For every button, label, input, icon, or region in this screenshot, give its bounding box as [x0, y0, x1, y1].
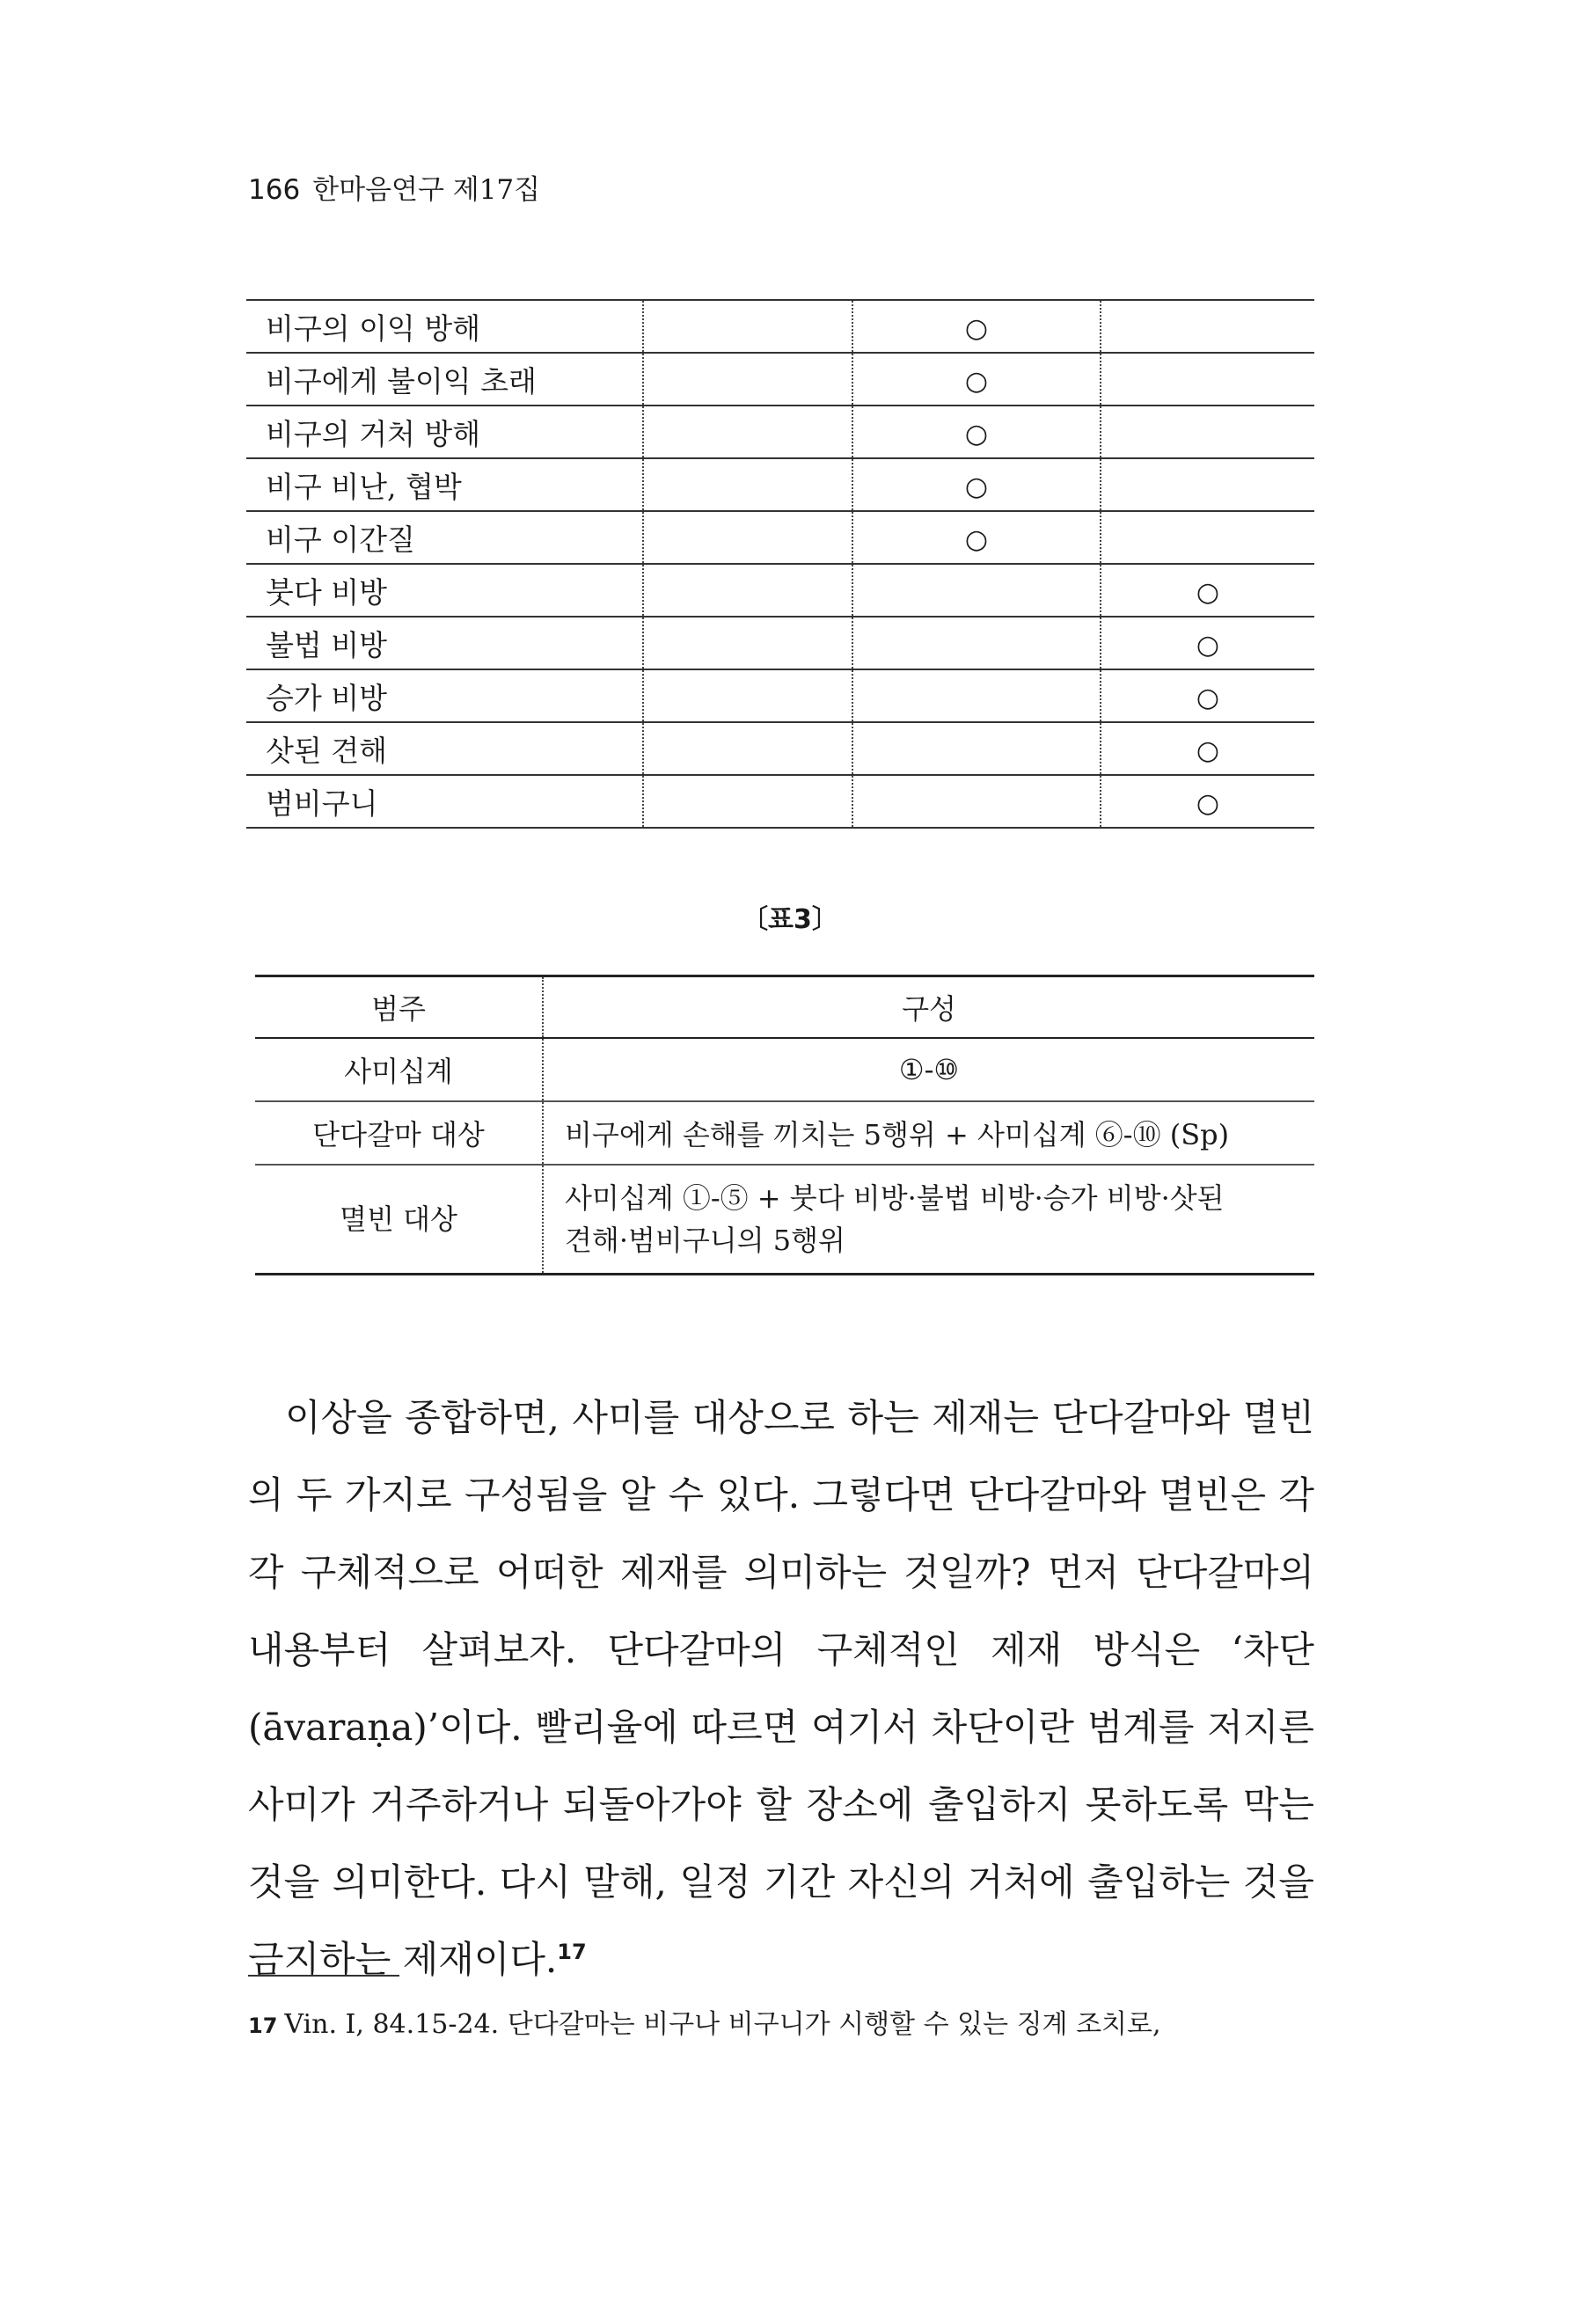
- footnote: [248, 2007, 1316, 2043]
- circle-mark: ○: [1196, 734, 1220, 766]
- column-3-cell: [1101, 353, 1314, 406]
- column-1-cell: [643, 300, 852, 353]
- circle-mark: ○: [1196, 576, 1220, 608]
- column-2-cell: [852, 300, 1101, 353]
- table-row: [255, 1038, 1314, 1101]
- row-label: 붓다 비방: [266, 574, 388, 610]
- column-2-cell: [852, 722, 1101, 775]
- sanction-table: [255, 975, 1314, 1275]
- category-cell: 사미십계: [255, 1038, 543, 1101]
- table-row: [246, 458, 1314, 511]
- offense-label-cell: [246, 511, 643, 564]
- body-paragraph: [248, 1379, 1314, 1999]
- column-1-cell: [643, 564, 852, 617]
- footnote-reference[interactable]: 17: [557, 1940, 587, 1964]
- offense-label-cell: [246, 406, 643, 458]
- row-label: 비구 이간질: [266, 522, 415, 557]
- column-3-cell: [1101, 511, 1314, 564]
- circle-mark: ○: [1196, 787, 1220, 819]
- circle-mark: ○: [964, 365, 989, 397]
- category-cell: 멸빈 대상: [255, 1165, 543, 1275]
- column-3-cell: [1101, 617, 1314, 669]
- row-label: 비구의 거처 방해: [266, 416, 481, 451]
- table-row: [246, 300, 1314, 353]
- column-1-cell: [643, 458, 852, 511]
- table-row: [246, 722, 1314, 775]
- composition-cell: [543, 1165, 1314, 1275]
- composition-cell: 비구에게 손해를 끼치는 5행위 + 사미십계 ⑥-⑩ (Sp): [543, 1101, 1314, 1165]
- table-row: [246, 353, 1314, 406]
- composition-cell: ①-⑩: [543, 1038, 1314, 1101]
- circle-mark: ○: [964, 471, 989, 502]
- column-2-cell: [852, 511, 1101, 564]
- header-composition: 구성: [543, 976, 1314, 1039]
- table-row: [246, 669, 1314, 722]
- row-label: 비구의 이익 방해: [266, 311, 481, 346]
- column-3-cell: [1101, 564, 1314, 617]
- footnote-divider: [248, 1975, 399, 1977]
- column-3-cell: [1101, 406, 1314, 458]
- circle-mark: ○: [964, 523, 989, 555]
- footnote-number: 17: [248, 2013, 278, 2038]
- column-1-cell: [643, 722, 852, 775]
- table-row: [246, 775, 1314, 828]
- offense-label-cell: [246, 669, 643, 722]
- column-3-cell: [1101, 775, 1314, 828]
- journal-title: 한마음연구 제17집: [312, 174, 541, 206]
- table-row: [246, 406, 1314, 458]
- composition-line: 견해·범비구니의 5행위: [565, 1224, 845, 1257]
- column-2-cell: [852, 406, 1101, 458]
- column-2-cell: [852, 775, 1101, 828]
- table-row: [246, 511, 1314, 564]
- table-row: [255, 1101, 1314, 1165]
- page-number: 166: [248, 174, 301, 206]
- header-category: 범주: [255, 976, 543, 1039]
- offense-label-cell: [246, 353, 643, 406]
- table-row: [246, 617, 1314, 669]
- column-3-cell: [1101, 722, 1314, 775]
- column-2-cell: [852, 669, 1101, 722]
- row-label: 범비구니: [266, 786, 378, 821]
- offense-label-cell: [246, 775, 643, 828]
- column-1-cell: [643, 406, 852, 458]
- column-1-cell: [643, 511, 852, 564]
- row-label: 불법 비방: [266, 627, 388, 662]
- column-2-cell: [852, 458, 1101, 511]
- column-3-cell: [1101, 669, 1314, 722]
- column-1-cell: [643, 669, 852, 722]
- column-1-cell: [643, 617, 852, 669]
- circle-mark: ○: [1196, 629, 1220, 661]
- offense-label-cell: [246, 722, 643, 775]
- paragraph-text: 이상을 종합하면, 사미를 대상으로 하는 제재는 단다갈마와 멸빈의 두 가지로 구성됨을 알 수 있다. 그렇다면 단다갈마와 멸빈은 각각 구체적으로 어떠한 제재를 의미하는 것일까? 먼저 단다갈마의 내용부터 살펴보자. 단다갈마의 구체적인 제재 방식은 ‘차단(āvaraṇa)’이다. 빨리율에 따르면 여기서 차단이란 범계를 저지른 사미가 거주하거나 되돌아가야 할 장소에 출입하지 못하도록 막는 것을 의미한다. 다시 말해, 일정 기간 자신의 거처에 출입하는 것을 금지하는 제재이다.: [248, 1396, 1314, 1981]
- running-header: [248, 172, 540, 208]
- table-row: [255, 1165, 1314, 1275]
- row-label: 삿된 견해: [266, 733, 388, 768]
- row-label: 비구 비난, 협박: [266, 469, 462, 504]
- circle-mark: ○: [964, 312, 989, 344]
- offense-label-cell: [246, 300, 643, 353]
- footnote-text: Vin. Ⅰ, 84.15-24. 단다갈마는 비구나 비구니가 시행할 수 있는 징계 조치로,: [284, 2009, 1161, 2040]
- composition-line: 사미십계 ①-⑤ + 붓다 비방·불법 비방·승가 비방·삿된: [565, 1181, 1225, 1215]
- row-label: 비구에게 불이익 초래: [266, 363, 537, 398]
- column-2-cell: [852, 617, 1101, 669]
- offense-label-cell: [246, 617, 643, 669]
- circle-mark: ○: [1196, 682, 1220, 713]
- table-caption: 〔표3〕: [742, 904, 838, 935]
- offense-label-cell: [246, 564, 643, 617]
- row-label: 승가 비방: [266, 680, 388, 715]
- offense-table-continued: [246, 299, 1314, 829]
- circle-mark: ○: [964, 418, 989, 449]
- table-row: [246, 564, 1314, 617]
- column-3-cell: [1101, 458, 1314, 511]
- column-3-cell: [1101, 300, 1314, 353]
- offense-label-cell: [246, 458, 643, 511]
- category-cell: 단다갈마 대상: [255, 1101, 543, 1165]
- column-2-cell: [852, 353, 1101, 406]
- column-2-cell: [852, 564, 1101, 617]
- column-1-cell: [643, 353, 852, 406]
- column-1-cell: [643, 775, 852, 828]
